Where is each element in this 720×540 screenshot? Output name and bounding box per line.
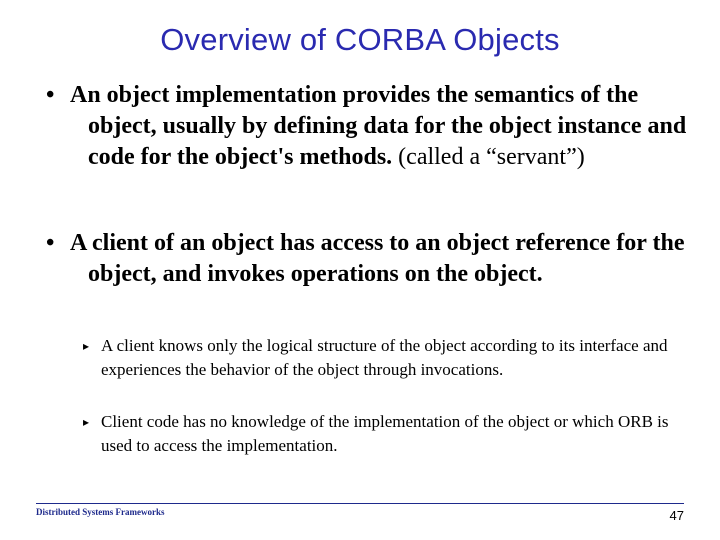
bullet-implementation (46, 80, 692, 173)
bullet-suffix-servant: (called a “servant”) (398, 144, 585, 170)
triangle-bullet-icon: ▸ (83, 339, 90, 353)
bullet-marker: • (46, 82, 55, 108)
footer-divider (36, 503, 684, 504)
subbullet-no-knowledge (83, 410, 673, 458)
subbullet-text: Client code has no knowledge of the implementation of the object or which ORB is used to access the implementation. (101, 412, 669, 455)
bullet-text: An object implementation provides the semantics of the object, usually by defining data for the object instance and code for the object's methods. (70, 82, 687, 170)
slide-title: Overview of CORBA Objects (160, 22, 560, 57)
subbullet-text: A client knows only the logical structure of the object according to its interface and experiences the behavior of the object through invocations. (101, 336, 668, 379)
bullet-text: A client of an object has access to an object reference for the object, and invokes operations on the object. (70, 230, 685, 287)
subbullet-logical-structure (83, 334, 673, 382)
bullet-marker: • (46, 230, 55, 256)
footer-text: Distributed Systems Frameworks (36, 507, 165, 517)
page-number: 47 (669, 508, 684, 523)
bullet-client (46, 228, 692, 290)
triangle-bullet-icon: ▸ (83, 415, 90, 429)
